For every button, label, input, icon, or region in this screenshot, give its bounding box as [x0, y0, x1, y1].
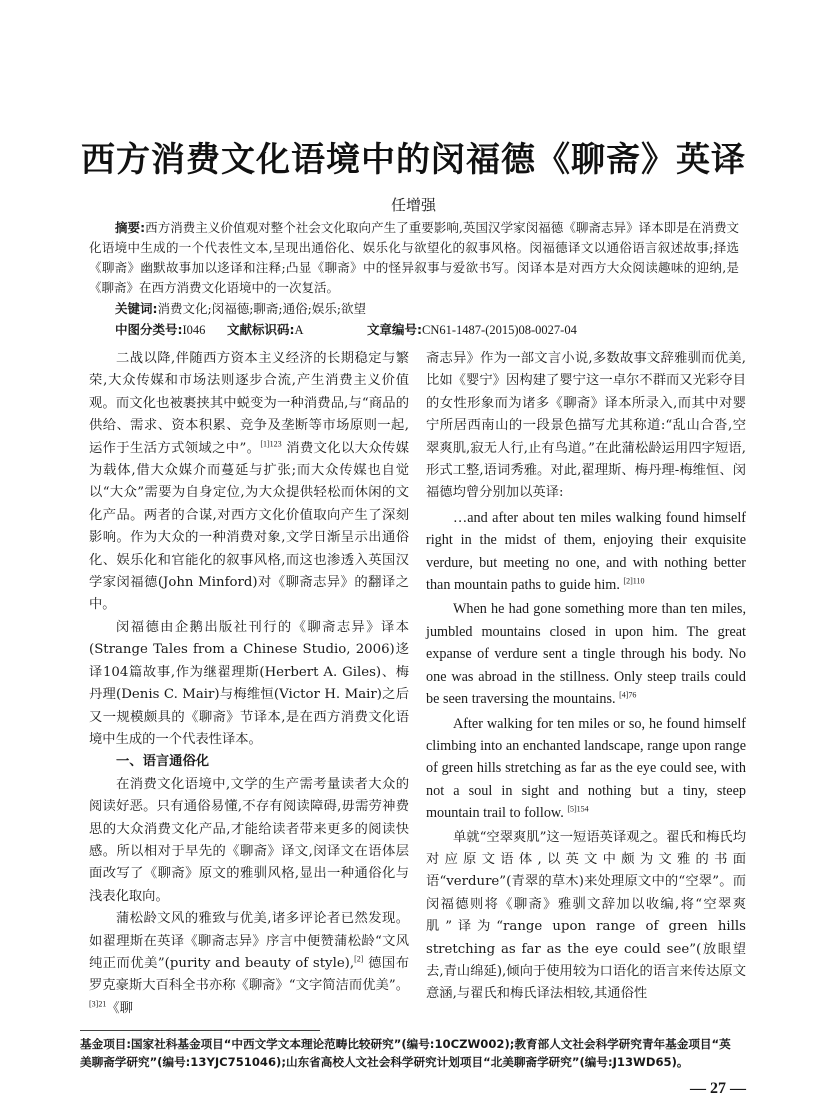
clc-value: I046 — [182, 323, 206, 337]
left-column — [89, 348, 409, 1020]
quote-text: After walking for ten miles or so, he found himself climbing into an enchanted landscape, range upon range of green hills stretching as far as the eye could see, with not a soul in sight and nothing but a tiny, steep mountain trail to follow. — [426, 715, 746, 822]
abstract-text: 西方消费主义价值观对整个社会文化取向产生了重要影响,英国汉学家闵福德《聊斋志异》译本即是在消费文化语境中生成的一个代表性文本,呈现出通俗化、娱乐化与欲望化的叙事风格。闵福德译文以通俗语言叙述故事;择选《聊斋》幽默故事加以迻译和注释;凸显《聊斋》中的怪异叙事与爱欲书写。闵译本是对西方大众阅读趣味的迎纳,是《聊斋》在西方消费文化语境中的一次复活。 — [89, 220, 739, 295]
paragraph: 闵福德由企鹅出版社刊行的《聊斋志异》译本(Strange Tales from a Chinese Studio, 2006)迻译104篇故事,作为继翟理斯(Herbert A. Giles)、梅丹理(Denis C. Mair)与梅维恒(Victor H. Mair)之后又一规模颇具的《聊斋》节译本,是在西方消费文化语境中生成的一个代表性译本。 — [89, 619, 409, 747]
right-column — [426, 348, 746, 1006]
article-number-label: 文章编号: — [367, 322, 422, 337]
body-columns — [89, 348, 746, 1020]
quote-giles — [426, 507, 746, 597]
quote-text: …and after about ten miles walking found himself right in the midst of them, enjoying their exquisite verdure, but meeting no one, and with nothing better than mountain paths to guide him. — [426, 509, 746, 594]
quote-minford — [426, 713, 746, 825]
clc-number — [115, 320, 227, 340]
footnote-divider — [80, 1030, 320, 1031]
paragraph-text: 德国布罗克豪斯大百科全书亦称《聊斋》“文字简洁而优美”。 — [89, 955, 409, 994]
abstract-label: 摘要: — [115, 220, 146, 235]
paragraph-text: 二战以降,伴随西方资本主义经济的长期稳定与繁荣,大众传媒和市场法则逐步合流,产生消费主义价值观。而文化也被裹挟其中蜕变为一种消费品,与“商品的供给、需求、资本积累、竞争及垄断等市场原则一起,运作于生活方式领域之中”。 — [89, 351, 409, 456]
article-title: 西方消费文化语境中的闵福德《聊斋》英译 — [81, 140, 746, 180]
page-number: — 27 — — [690, 1080, 746, 1098]
doc-code-value: A — [294, 323, 304, 337]
paragraph: 斋志异》作为一部文言小说,多数故事文辞雅驯而优美,比如《婴宁》因构建了婴宁这一卓尔不群而又光彩夺目的女性形象而为诸多《聊斋》译本所录入,而其中对婴宁所居西南山的一段景色描写尤其称道:“乱山合沓,空翠爽肌,寂无人行,止有鸟道。”在此蒲松龄运用四字短语,形式工整,语词秀雅。对此,翟理斯、梅丹理-梅维恒、闵福德均曾分别加以英译: — [426, 351, 746, 501]
clc-label: 中图分类号: — [115, 322, 183, 337]
article-number — [367, 320, 577, 340]
paragraph-text: 消费文化以大众传媒为载体,借大众媒介而蔓延与扩张;而大众传媒也自觉以“大众”需要为自身定位,为大众提供轻松而休闲的文化产品。两者的合谋,对西方文化价值取向产生了深刻影响。作为大众的一种消费对象,文学日渐呈示出通俗化、娱乐化和官能化的叙事风格,而这也渗透入英国汉学家闵福德(John Minford)对《聊斋志异》的翻译之中。 — [89, 440, 409, 613]
paragraph — [89, 348, 409, 617]
citation: [4]76 — [619, 690, 637, 700]
footnote-area — [80, 1030, 742, 1071]
author-name: 任增强 — [390, 196, 436, 214]
funding-footnote: 基金项目:国家社科基金项目“中西文学文本理论范畴比较研究”(编号:10CZW002);教育部人文社会科学研究青年基金项目“英美聊斋学研究”(编号:13YJC751046);山东省高校人文社会科学研究计划项目“北美聊斋学研究”(编号:J13WD65)。 — [80, 1037, 731, 1070]
quote-text: When he had gone something more than ten miles, jumbled mountains closed in upon him. The great expanse of verdure sent a tingle through his body. No one was abroad in the stillness. Only steep trails could be seen traversing the mountains. — [426, 601, 746, 708]
paragraph-text: 《聊 — [106, 1000, 133, 1016]
article-number-value: CN61-1487-(2015)08-0027-04 — [422, 323, 577, 337]
article-meta — [115, 320, 739, 340]
quote-mair — [426, 598, 746, 710]
keywords-text: 消费文化;闵福德;聊斋;通俗;娱乐;欲望 — [157, 301, 367, 316]
abstract — [89, 218, 739, 298]
paragraph-text: 蒲松龄文风的雅致与优美,诸多评论者已然发现。如翟理斯在英译《聊斋志异》序言中便赞蒲松龄“文风纯正而优美”(purity and beauty of style), — [89, 911, 409, 971]
doc-code-label: 文献标识码: — [227, 322, 295, 337]
paragraph: 单就“空翠爽肌”这一短语英译观之。翟氏和梅氏均对应原文语体,以英文中颇为文雅的书面语“verdure”(青翠的草木)来处理原文中的“空翠”。而闵福德则将《聊斋》雅驯文辞加以收编,将“空翠爽肌”译为“range upon range of green hills stretching as far as the eye could see”(放眼望去,青山绵延),倾向于使用较为口语化的语言来传达原文意涵,与翟氏和梅氏译法相较,其通俗性 — [426, 829, 746, 1002]
keywords-label: 关键词: — [115, 301, 158, 316]
citation: [1]123 — [260, 439, 282, 449]
keywords — [115, 299, 739, 319]
section-heading: 一、语言通俗化 — [116, 754, 210, 770]
citation: [2]110 — [623, 576, 645, 586]
citation: [5]154 — [567, 804, 589, 814]
document-code — [227, 320, 367, 340]
citation: [2] — [354, 954, 364, 964]
paragraph: 在消费文化语境中,文学的生产需考量读者大众的阅读好恶。只有通俗易懂,不存有阅读障碍,毋需劳神费思的大众消费文化产品,才能给读者带来更多的阅读快感。所以相对于早先的《聊斋》译文,闵译文在语体层面改写了《聊斋》原文的雅驯风格,显出一种通俗化与浅表化取向。 — [89, 776, 409, 904]
citation: [3]21 — [89, 999, 107, 1009]
paragraph — [89, 908, 409, 1020]
